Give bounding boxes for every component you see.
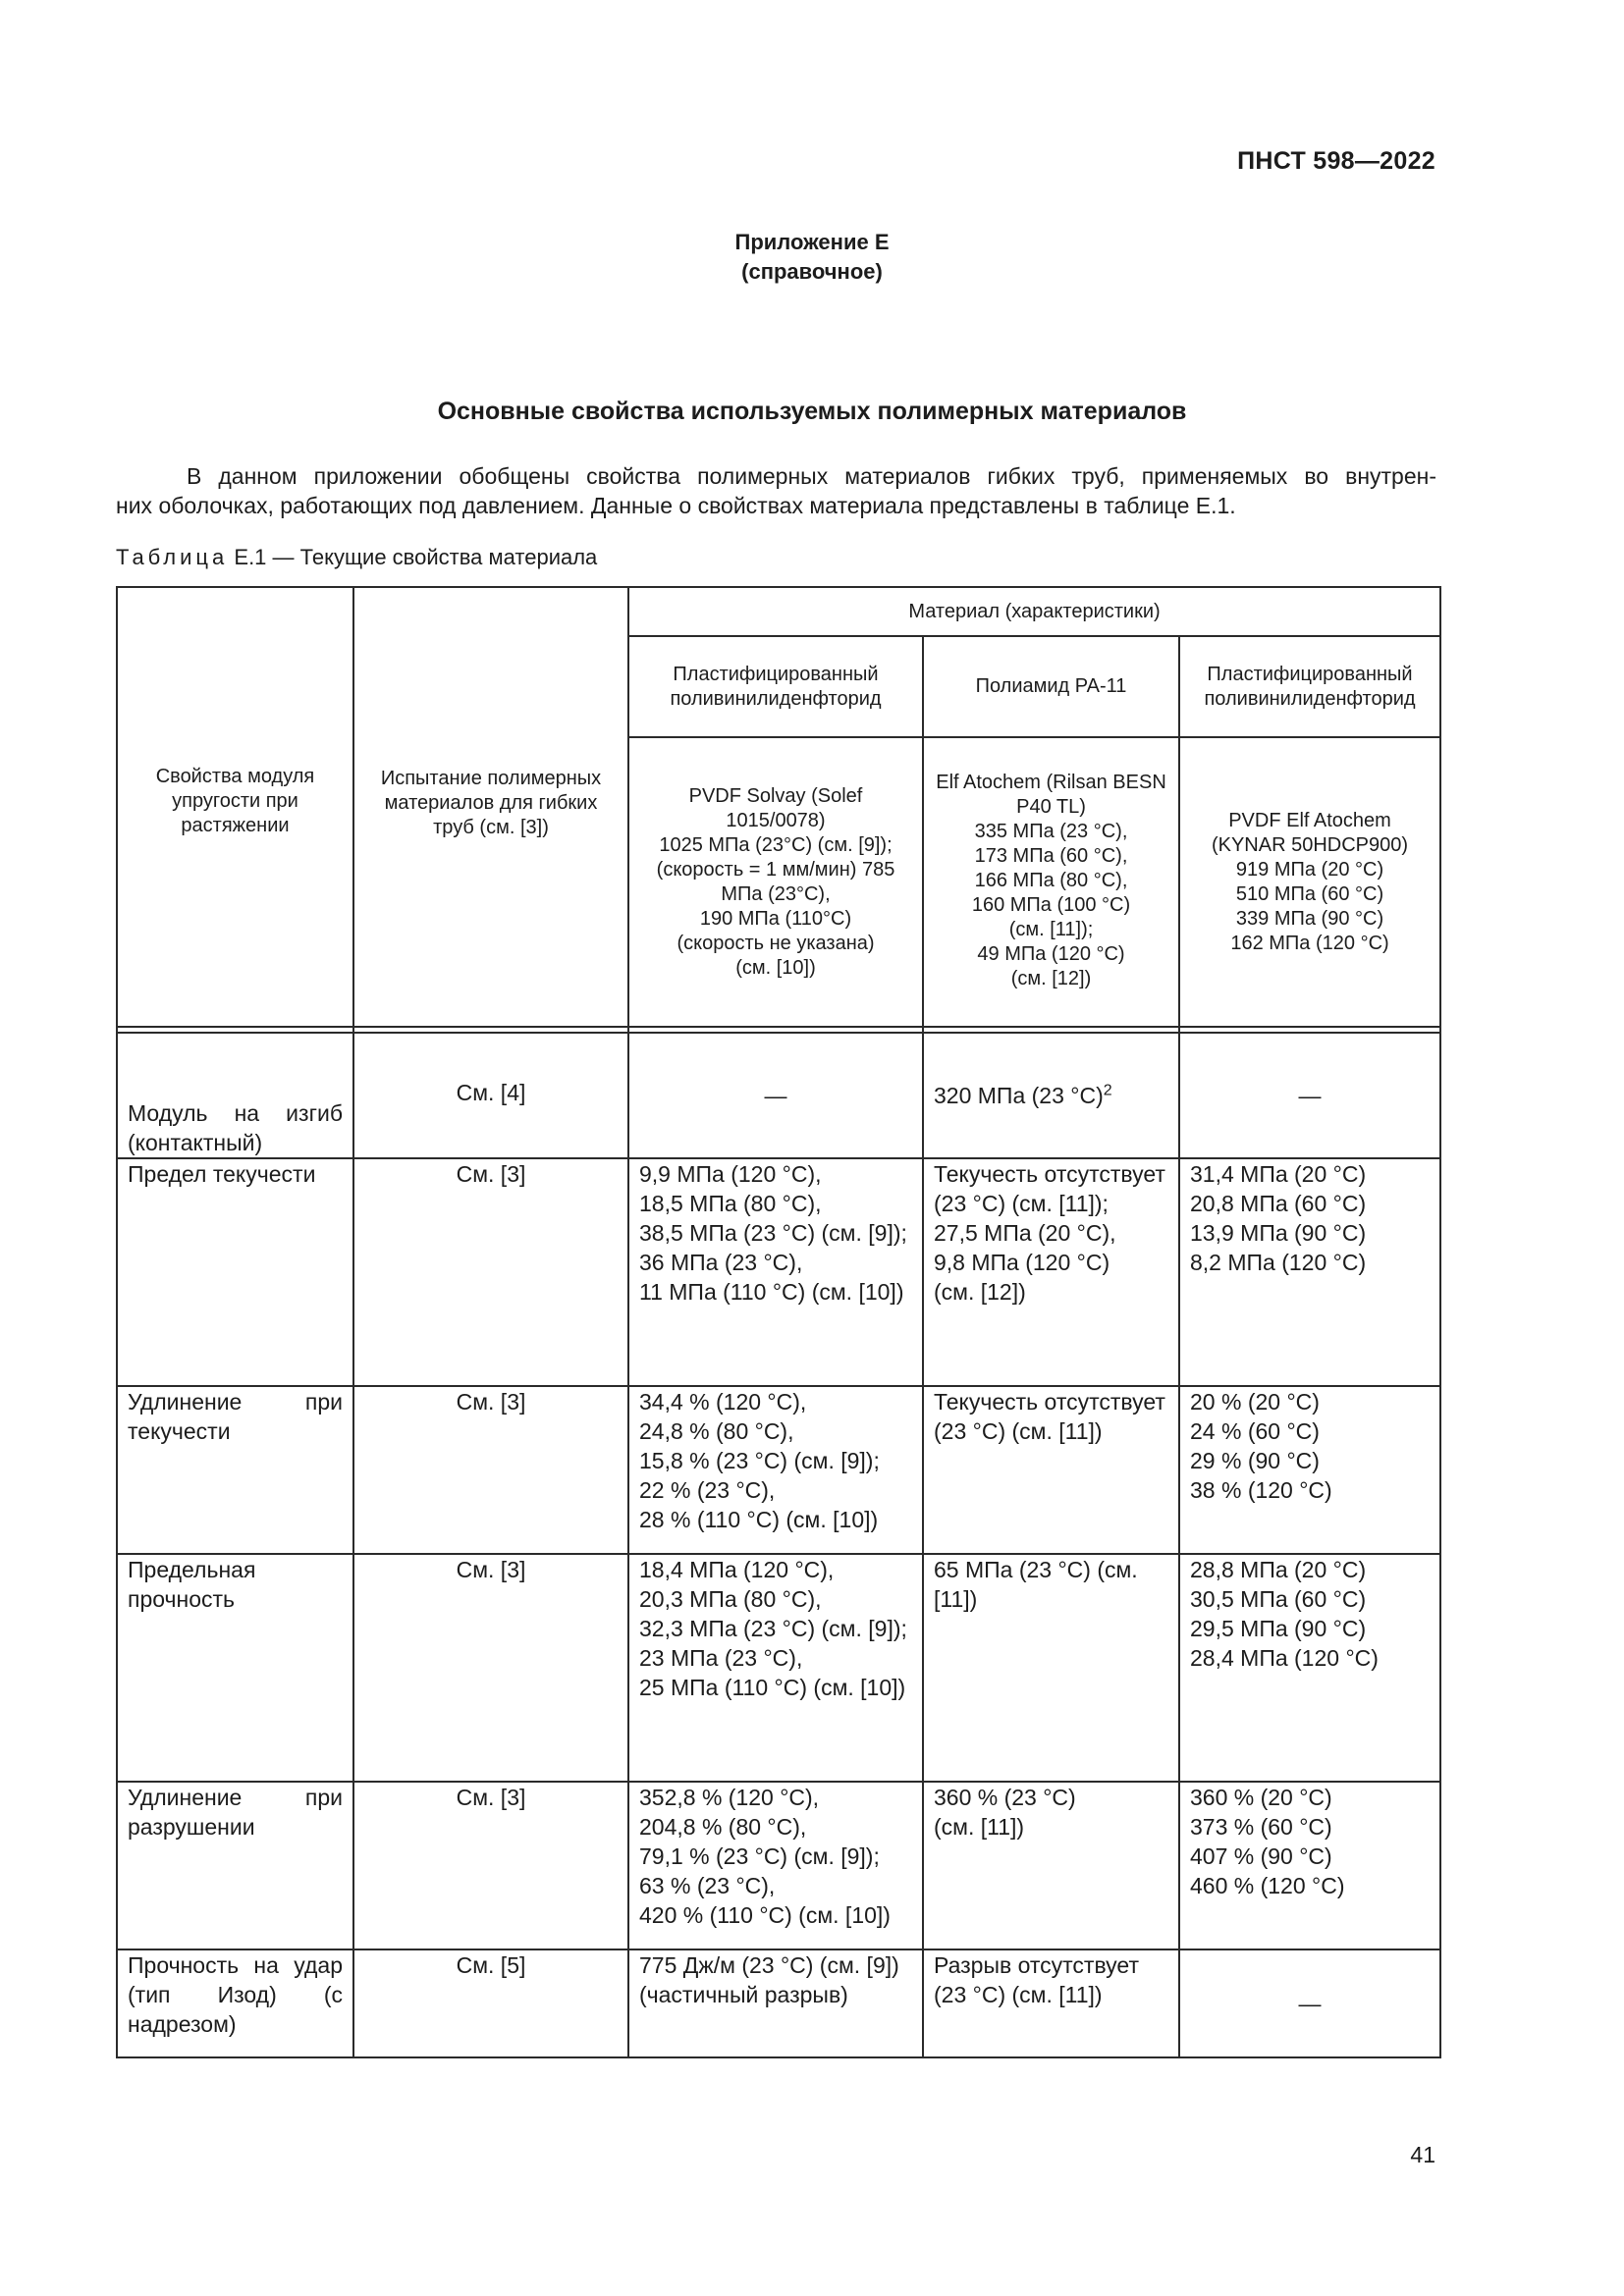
table-row: [117, 1949, 1440, 2057]
material-header-2: Полиамид PA-11: [923, 636, 1179, 737]
cell-line: 27,5 МПа (20 °C),: [934, 1220, 1116, 1246]
cell-line: Текучесть отсутствует (23 °C) (см. [11]);: [934, 1161, 1165, 1216]
table-row: [117, 1554, 1440, 1782]
cell-line: 20 % (20 °C): [1190, 1389, 1320, 1415]
cell-line: (скорость не указана): [677, 932, 875, 954]
cell-line: (см. [11]);: [1008, 919, 1094, 940]
cell-line: 18,4 МПа (120 °C),: [639, 1557, 835, 1582]
annex-subtitle: (справочное): [741, 259, 883, 284]
intro-line: В данном приложении обобщены свойства полимерных материалов гибких труб, применяемых во внутрен-: [187, 463, 1436, 489]
cell-line: 166 МПа (80 °C),: [974, 870, 1128, 891]
cell-line: 339 МПа (90 °C): [1235, 907, 1384, 930]
table-row: [117, 1782, 1440, 1949]
cell-line: 32,3 МПа (23 °C) (см. [9]);: [639, 1616, 907, 1641]
cell-line: 28,4 МПа (120 °C): [1190, 1645, 1379, 1671]
cell-line: (см. [10]): [735, 956, 816, 979]
first-row-material-2: [923, 737, 1179, 1027]
cell-line: Разрыв отсутствует (23 °C) (см. [11]): [934, 1952, 1139, 2007]
cell-text: 320 МПа (23 °C): [934, 1083, 1104, 1108]
cell-line: 173 МПа (60 °C),: [974, 845, 1128, 867]
property-cell: Удлинение при разрушении: [117, 1782, 353, 1949]
test-cell: См. [4]: [353, 1033, 628, 1158]
cell-line: (см. [12]): [1010, 968, 1092, 989]
test-cell: См. [3]: [353, 1386, 628, 1554]
cell-line: 23 МПа (23 °C),: [639, 1645, 803, 1671]
annex-heading: [0, 228, 1624, 287]
cell-line: PVDF Solvay (Solef 1015/0078): [688, 784, 863, 831]
table-caption-text: Е.1 — Текущие свойства материала: [234, 545, 598, 569]
cell-line: 34,4 % (120 °C),: [639, 1389, 807, 1415]
cell-line: 460 % (120 °C): [1190, 1873, 1345, 1898]
table-caption: [116, 545, 597, 570]
first-row-material-3: [1179, 737, 1440, 1027]
material-3-cell: [1179, 1554, 1440, 1782]
cell-line: 11 МПа (110 °C) (см. [10]): [639, 1279, 904, 1305]
cell-line: 373 % (60 °C): [1190, 1814, 1332, 1840]
cell-line: Текучесть отсутствует (23 °C) (см. [11]): [934, 1389, 1165, 1444]
cell-line: 1025 МПа (23°C) (см. [9]);: [659, 833, 893, 856]
cell-line: (скорость = 1 мм/мин) 785 МПа (23°C),: [656, 858, 895, 905]
material-3-cell: —: [1179, 1033, 1440, 1158]
test-cell: См. [5]: [353, 1949, 628, 2057]
cell-line: 407 % (90 °C): [1190, 1843, 1332, 1869]
first-row-test: Испытание полимерных материалов для гибких труб (см. [3]): [353, 587, 628, 1027]
material-group-header: Материал (характеристики): [628, 587, 1440, 636]
cell-line: 13,9 МПа (90 °C): [1190, 1220, 1367, 1246]
cell-line: 65 МПа (23 °C) (см. [11]): [934, 1557, 1138, 1612]
property-cell: Предел текучести: [117, 1158, 353, 1386]
cell-line: 20,3 МПа (80 °C),: [639, 1586, 822, 1612]
test-cell: См. [3]: [353, 1554, 628, 1782]
page-number: 41: [1410, 2142, 1435, 2167]
material-2-cell: [923, 1554, 1179, 1782]
cell-line: 79,1 % (23 °C) (см. [9]);: [639, 1843, 880, 1869]
cell-line: 22 % (23 °C),: [639, 1477, 776, 1503]
property-cell: Предельная прочность: [117, 1554, 353, 1782]
cell-line: 360 % (23 °C): [934, 1785, 1076, 1810]
cell-line: (KYNAR 50HDCP900): [1211, 833, 1409, 856]
material-1-cell: [628, 1386, 923, 1554]
cell-line: 24,8 % (80 °C),: [639, 1418, 794, 1444]
material-3-cell: [1179, 1386, 1440, 1554]
table-caption-prefix: Таблица: [116, 545, 229, 569]
cell-line: 919 МПа (20 °C): [1235, 858, 1384, 881]
cell-line: 36 МПа (23 °C),: [639, 1250, 803, 1275]
material-2-cell: [923, 1386, 1179, 1554]
material-1-cell: [628, 1949, 923, 2057]
cell-line: (см. [12]): [934, 1279, 1026, 1305]
document-id: ПНСТ 598—2022: [1237, 147, 1435, 175]
cell-line: 335 МПа (23 °C),: [974, 821, 1128, 842]
cell-line: 18,5 МПа (80 °C),: [639, 1191, 822, 1216]
material-2-cell: [923, 1158, 1179, 1386]
cell-line: 28,8 МПа (20 °C): [1190, 1557, 1367, 1582]
cell-line: 30,5 МПа (60 °C): [1190, 1586, 1367, 1612]
cell-line: 38 % (120 °C): [1190, 1477, 1332, 1503]
material-1-cell: [628, 1554, 923, 1782]
cell-line: Elf Atochem (Rilsan BESN P40 TL): [936, 772, 1166, 818]
cell-line: 510 МПа (60 °C): [1235, 882, 1384, 905]
property-cell: Удлинение при текучести: [117, 1386, 353, 1554]
cell-line: 63 % (23 °C),: [639, 1873, 776, 1898]
table-row: [117, 1386, 1440, 1554]
cell-line: 25 МПа (110 °C) (см. [10]): [639, 1675, 906, 1700]
cell-line: 162 МПа (120 °C): [1230, 932, 1389, 954]
cell-line: 24 % (60 °C): [1190, 1418, 1320, 1444]
first-row-material-1: [628, 737, 923, 1027]
test-cell: См. [3]: [353, 1782, 628, 1949]
cell-line: 31,4 МПа (20 °C): [1190, 1161, 1367, 1187]
material-header-3: Пластифицированный поливинилиденфторид: [1179, 636, 1440, 737]
cell-line: 38,5 МПа (23 °C) (см. [9]);: [639, 1220, 907, 1246]
material-2-cell: [923, 1782, 1179, 1949]
material-3-cell: [1179, 1782, 1440, 1949]
cell-line: 29,5 МПа (90 °C): [1190, 1616, 1367, 1641]
cell-line: (см. [11]): [934, 1814, 1025, 1840]
cell-line: 29 % (90 °C): [1190, 1448, 1320, 1473]
cell-line: 775 Дж/м (23 °C) (см. [9]) (частичный разрыв): [639, 1952, 899, 2007]
cell-line: 28 % (110 °C) (см. [10]): [639, 1507, 879, 1532]
material-3-cell: —: [1179, 1949, 1440, 2057]
annex-title: Приложение Е: [734, 230, 890, 254]
cell-line: 20,8 МПа (60 °C): [1190, 1191, 1367, 1216]
cell-line: 160 МПа (100 °C): [971, 894, 1131, 916]
cell-line: 190 МПа (110°C): [699, 907, 852, 930]
material-3-cell: [1179, 1158, 1440, 1386]
cell-line: 8,2 МПа (120 °C): [1190, 1250, 1367, 1275]
cell-line: 15,8 % (23 °C) (см. [9]);: [639, 1448, 880, 1473]
footnote-marker: 2: [1103, 1082, 1112, 1099]
material-1-cell: [628, 1158, 923, 1386]
material-2-cell: [923, 1033, 1179, 1158]
cell-line: PVDF Elf Atochem: [1228, 809, 1391, 831]
property-cell: Прочность на удар (тип Изод) (с надрезом): [117, 1949, 353, 2057]
property-cell: Модуль на изгиб (контактный): [117, 1033, 353, 1158]
table-row: [117, 1158, 1440, 1386]
intro-paragraph: [116, 461, 1436, 520]
material-2-cell: [923, 1949, 1179, 2057]
cell-line: 9,9 МПа (120 °C),: [639, 1161, 822, 1187]
cell-line: 204,8 % (80 °C),: [639, 1814, 807, 1840]
cell-line: 420 % (110 °C) (см. [10]): [639, 1902, 891, 1928]
material-1-cell: —: [628, 1033, 923, 1158]
material-header-1: Пластифицированный поливинилиденфторид: [628, 636, 923, 737]
intro-line: них оболочках, работающих под давлением. Данные о свойствах материала представлены в таблице Е.1.: [116, 493, 1236, 518]
cell-line: 360 % (20 °C): [1190, 1785, 1332, 1810]
section-title: Основные свойства используемых полимерных материалов: [437, 398, 1187, 425]
cell-line: 49 МПа (120 °C): [977, 943, 1125, 965]
cell-line: 352,8 % (120 °C),: [639, 1785, 820, 1810]
cell-line: 9,8 МПа (120 °C): [934, 1250, 1110, 1275]
material-1-cell: [628, 1782, 923, 1949]
table-row: [117, 1033, 1440, 1158]
properties-table: [116, 586, 1441, 2058]
test-cell: См. [3]: [353, 1158, 628, 1386]
first-row-property: Свойства модуля упругости при растяжении: [117, 587, 353, 1027]
